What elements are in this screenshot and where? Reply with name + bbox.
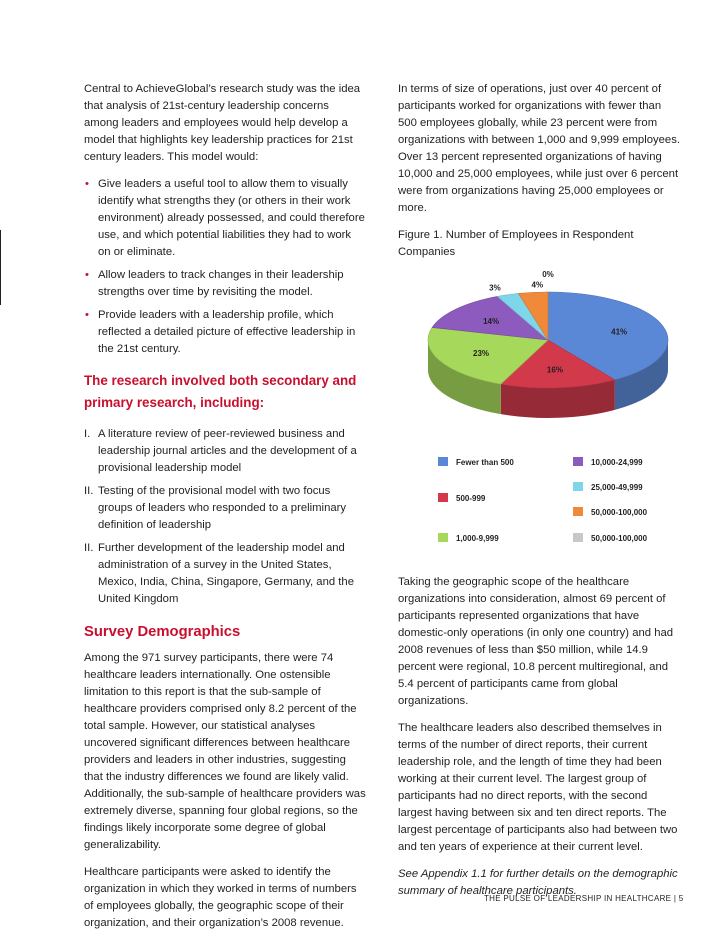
bullet-item: • Allow leaders to track changes in their leadership strengths over time by revisiting the model.	[84, 267, 366, 301]
margin-rule	[0, 230, 1, 305]
slice-label: 14%	[483, 316, 500, 326]
research-item	[84, 426, 366, 477]
chart-legend	[438, 457, 648, 543]
legend-swatch	[438, 493, 448, 502]
legend-label: 1,000-9,999	[456, 534, 499, 543]
item-number: II.	[84, 542, 94, 554]
bullet-item: • Give leaders a useful tool to allow them to visually identify what strengths they (or others in their work environment) already possessed, and could therefore use, and which potential liabilities they had to work on or eliminate.	[84, 176, 366, 261]
model-benefits-list	[84, 176, 366, 358]
legend-label: 50,000-100,000	[591, 534, 648, 543]
slice-label: 23%	[473, 348, 490, 358]
legend-swatch	[573, 457, 583, 466]
item-text: Further development of the leadership model and administration of a survey in the United States, Mexico, India, China, Singapore, Germany, and the United Kingdom	[98, 542, 354, 605]
legend-swatch	[573, 482, 583, 491]
figure-caption: Figure 1. Number of Employees in Respondent Companies	[398, 229, 634, 258]
research-list	[84, 426, 366, 608]
demographics-paragraph: Among the 971 survey participants, there were 74 healthcare leaders internationally. One ostensible limitation to this report is that the sub-sample of healthcare providers comprised only 8.2 percent of the total sample. However, our statistical analyses uncovered significant differences between healthcare providers and leaders in other industries, suggesting that the industry differences we found are likely valid. Additionally, the sub-sample of healthcare providers was extremely diverse, spanning four global regions, so the findings likely incorporate some degree of global generalizability.	[84, 652, 366, 851]
slice-label: 0%	[542, 270, 554, 280]
slice-label: 3%	[489, 283, 501, 293]
legend-swatch	[573, 507, 583, 516]
research-item	[84, 483, 366, 534]
item-text: Testing of the provisional model with two focus groups of leaders who responded to a preliminary definition of leadership	[98, 485, 347, 531]
direct-reports-paragraph: The healthcare leaders also described themselves in terms of the number of direct reports, their current leadership role, and the length of time they had been working at their current level. The largest group of participants had no direct reports, with the second largest having between six and ten direct reports. The largest percentage of participants also had between two and ten years of experience at their current level.	[398, 722, 678, 853]
bullet-item: • Provide leaders with a leadership profile, which reflected a detailed picture of effective leadership in the 21st century.	[84, 307, 366, 358]
research-heading: The research involved both secondary and primary research, including:	[84, 373, 357, 410]
legend-label: 500-999	[456, 494, 486, 503]
geographic-paragraph: Taking the geographic scope of the healthcare organizations into consideration, almost 69 percent of participants represented organizations that have domestic-only operations (in only one country) and had 2008 revenues of less than $50 million, while 14.9 percent were regional, 10.8 percent multiregional, and 5.4 percent of participants came from global organizations.	[398, 576, 674, 707]
slice-label: 4%	[531, 280, 544, 290]
right-column	[398, 81, 680, 271]
legend-label: 50,000-100,000	[591, 508, 648, 517]
legend-swatch	[438, 457, 448, 466]
pie-chart-svg	[398, 262, 698, 562]
legend-label: 25,000-49,999	[591, 483, 643, 492]
research-item	[84, 540, 366, 608]
slice-label: 41%	[611, 327, 628, 337]
slice-label: 16%	[546, 365, 563, 375]
legend-label: 10,000-24,999	[591, 458, 643, 467]
left-column	[84, 81, 366, 942]
demographics-heading: Survey Demographics	[84, 624, 241, 640]
legend-swatch	[573, 533, 583, 542]
page-footer: THE PULSE OF LEADERSHIP IN HEALTHCARE | 5	[484, 894, 684, 903]
right-column-lower	[398, 574, 680, 910]
item-number: II.	[84, 485, 94, 497]
pie-chart	[398, 262, 698, 562]
item-text: A literature review of peer-reviewed business and leadership journal articles and the development of a provisional leadership model	[98, 428, 357, 474]
demographics-paragraph-2: Healthcare participants were asked to identify the organization in which they worked in terms of numbers of employees globally, the geographic scope of their organization, and their organization’s 2008 revenue.	[84, 866, 357, 929]
item-number: I.	[84, 428, 91, 440]
size-paragraph: In terms of size of operations, just over 40 percent of participants worked for organizations with fewer than 500 employees globally, while 23 percent were from organizations with between 1,000 and 9,999 employees. Over 13 percent represented organizations of having 10,000 and 25,000 employees, while just over 6 percent were from organizations having 25,000 employees or more.	[398, 83, 680, 214]
legend-label: Fewer than 500	[456, 458, 514, 467]
appendix-note: See Appendix 1.1 for further details on the demographic summary of healthcare participants.	[398, 868, 678, 897]
intro-paragraph: Central to AchieveGlobal’s research study was the idea that analysis of 21st-century leadership concerns among leaders and employees would help develop a model that highlights key leadership practices for 21st century leaders. This model would:	[84, 83, 361, 163]
legend-swatch	[438, 533, 448, 542]
